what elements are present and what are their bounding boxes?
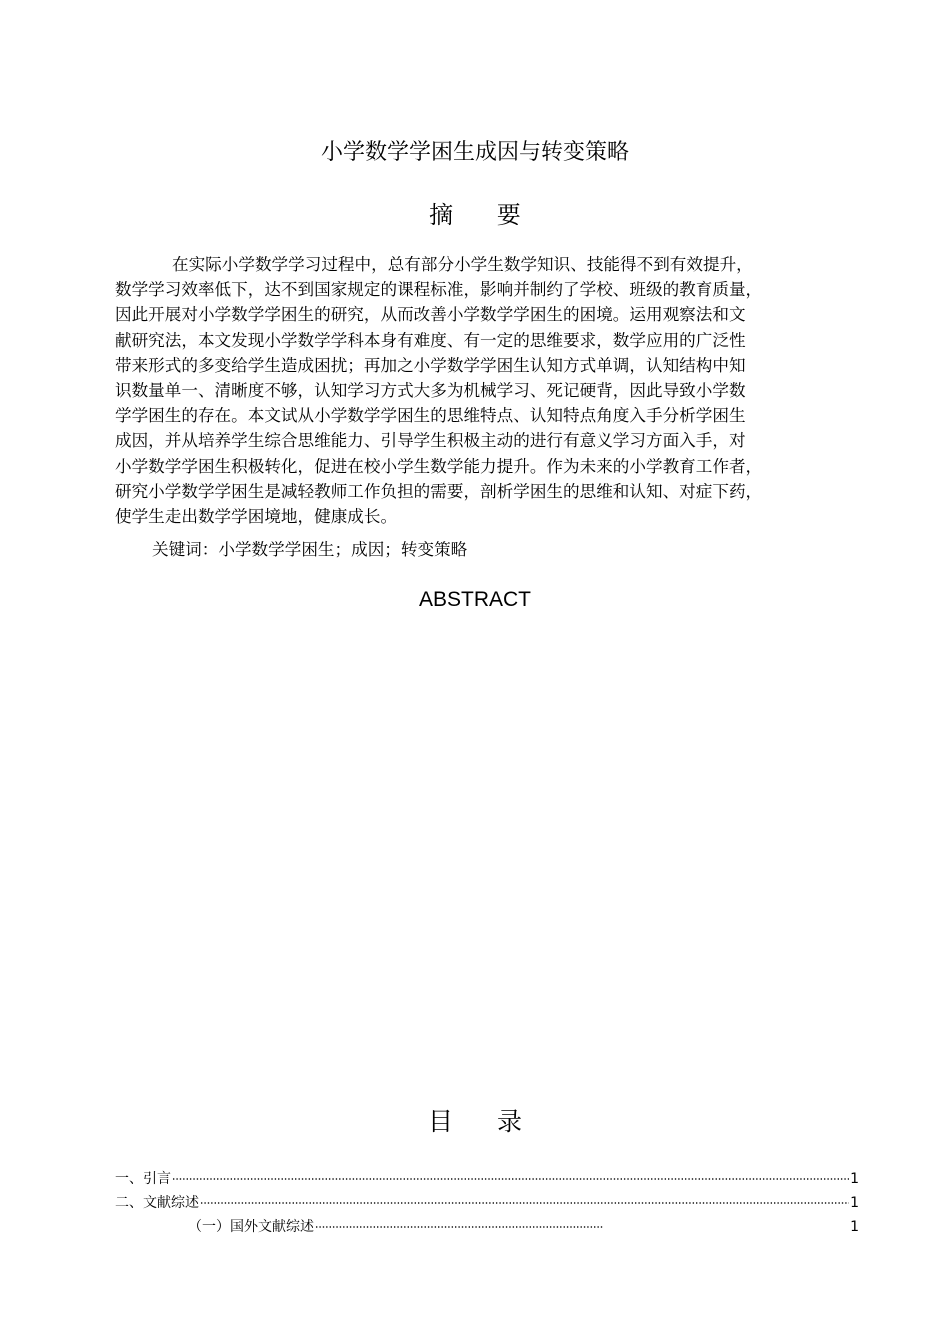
abstract-line: 献研究法，本文发现小学数学学科本身有难度、有一定的思维要求，数学应用的广泛性 xyxy=(115,330,746,350)
abstract-line: 在实际小学数学学习过程中，总有部分小学生数学知识、技能得不到有效提升， xyxy=(172,255,753,274)
toc-entry-page: 1 xyxy=(850,1219,859,1235)
document-title: 小学数学学困生成因与转变策略 xyxy=(320,140,629,165)
toc-heading: 目 录 xyxy=(428,1107,540,1136)
abstract-line: 成因，并从培养学生综合思维能力、引导学生积极主动的进行有意义学习方面入手，对 xyxy=(115,431,746,451)
toc-entry[interactable] xyxy=(188,1209,859,1235)
abstract-line: 学学困生的存在。本文试从小学数学学困生的思维特点、认知特点角度入手分析学困生 xyxy=(115,406,746,426)
toc-entry-label: 一、引言 xyxy=(115,1171,171,1187)
abstract-line: 使学生走出数学学困境地，健康成长。 xyxy=(115,507,398,527)
toc-entry[interactable] xyxy=(115,1161,859,1187)
toc-entry-page: 1 xyxy=(850,1171,859,1187)
abstract-line: 因此开展对小学数学学困生的研究，从而改善小学数学学困生的困境。运用观察法和文 xyxy=(115,305,746,325)
keywords-line: 关键词：小学数学学困生；成因；转变策略 xyxy=(152,540,468,559)
abstract-line: 研究小学数学学困生是减轻教师工作负担的需要，剖析学困生的思维和认知、对症下药， xyxy=(115,481,763,501)
abstract-line: 小学数学学困生积极转化，促进在校小学生数学能力提升。作为未来的小学教育工作者， xyxy=(115,456,763,476)
abstract-line: 识数量单一、清晰度不够，认知学习方式大多为机械学习、死记硬背，因此导致小学数 xyxy=(115,381,746,401)
abstract-line: 带来形式的多变给学生造成困扰；再加之小学数学学困生认知方式单调，认知结构中知 xyxy=(115,355,746,375)
toc-entry-label: 二、文献综述 xyxy=(115,1195,199,1211)
toc-entry[interactable] xyxy=(115,1185,859,1211)
toc-leader-dots xyxy=(172,1161,849,1183)
toc-leader-dots xyxy=(315,1209,603,1231)
toc-entry-label: （一）国外文献综述 xyxy=(188,1219,314,1235)
abstract-line: 数学学习效率低下，达不到国家规定的课程标准，影响并制约了学校、班级的教育质量， xyxy=(115,280,763,300)
toc-leader-dots xyxy=(200,1185,849,1207)
toc-entry-page: 1 xyxy=(850,1195,859,1211)
abstract-body xyxy=(115,252,860,529)
abstract-heading: 摘 要 xyxy=(429,201,539,229)
abstract-en-heading: ABSTRACT xyxy=(418,588,531,611)
